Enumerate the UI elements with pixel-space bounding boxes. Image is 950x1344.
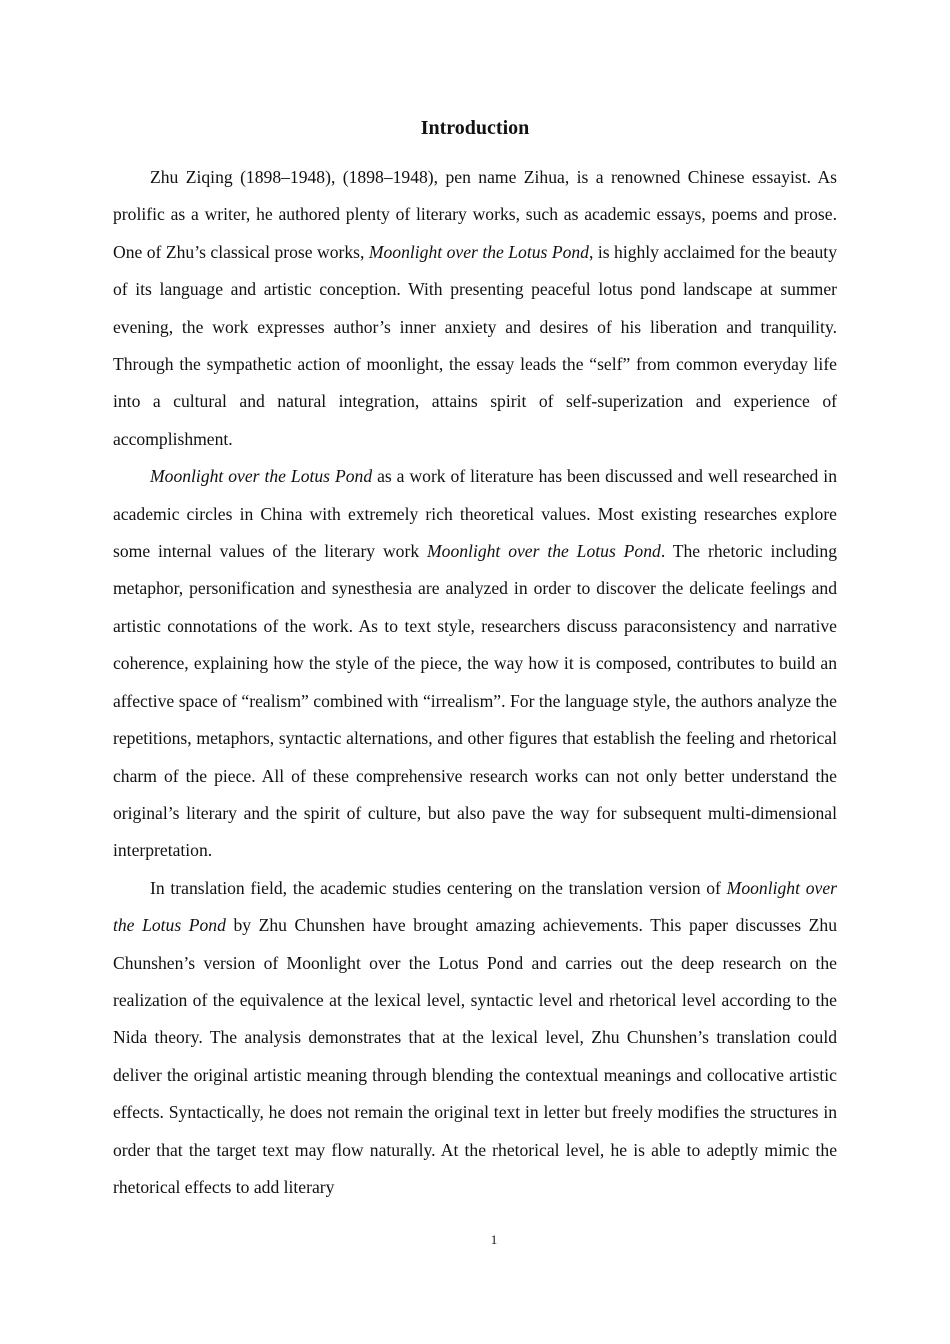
paragraph: [113, 870, 837, 1207]
section-title: Introduction: [420, 117, 530, 139]
work-title-italic: Moonlight over the Lotus Pond: [368, 241, 589, 262]
work-title-italic: Moonlight over the Lotus Pond: [150, 466, 373, 487]
paragraph-text: , is highly acclaimed for the beauty of its language and artistic conception. With presenting peaceful lotus pond landscape at summer evening, the work expresses author’s inner anxiety and desires of his liberation and tranquility. Through the sympathetic action of moonlight, the essay leads the “self” from common everyday life into a cultural and natural integration, attains spirit of self-superization and experience of accomplishment.: [113, 241, 837, 449]
work-title-italic: Moonlight over the Lotus Pond: [113, 877, 837, 936]
paragraph-text: by Zhu Chunshen have brought amazing achievements. This paper discusses Zhu Chunshen’s version of Moonlight over the Lotus Pond and carries out the deep research on the realization of the equivalence at the lexical level, syntactic level and rhetorical level according to the Nida theory. The analysis demonstrates that at the lexical level, Zhu Chunshen’s translation could deliver the original artistic meaning through blending the contextual meanings and collocative artistic effects. Syntactically, he does not remain the original text in letter but freely modifies the structures in order that the target text may flow naturally. At the rhetorical level, he is able to adeptly mimic the rhetorical effects to add literary: [113, 915, 837, 1197]
paragraph-text: Zhu Ziqing (1898–1948), (1898–1948), pen name Zihua, is a renowned Chinese essayist. As prolific as a writer, he authored plenty of literary works, such as academic essays, poems and prose. One of Zhu’s classical prose works,: [113, 167, 837, 262]
page-number: 1: [490, 1232, 498, 1247]
paragraph-text: In translation field, the academic studies centering on the translation version of: [150, 877, 727, 898]
paragraph-text: as a work of literature has been discussed and well researched in academic circles in China with extremely rich theoretical values. Most existing researches explore some internal values of the literary work: [113, 466, 837, 562]
paragraph: [113, 458, 837, 869]
body-text: [113, 159, 837, 1206]
paragraph-text: . The rhetoric including metaphor, personification and synesthesia are analyzed in order to discover the delicate feelings and artistic connotations of the work. As to text style, researchers discuss paraconsistency and narrative coherence, explaining how the style of the piece, the way how it is composed, contributes to build an affective space of “realism” combined with “irrealism”. For the language style, the authors analyze the repetitions, metaphors, syntactic alternations, and other figures that establish the feeling and rhetorical charm of the piece. All of these comprehensive research works can not only better understand the original’s literary and the spirit of culture, but also pave the way for subsequent multi-dimensional interpretation.: [113, 541, 838, 861]
work-title-italic: Moonlight over the Lotus Pond: [427, 541, 661, 562]
paragraph: [113, 159, 837, 458]
